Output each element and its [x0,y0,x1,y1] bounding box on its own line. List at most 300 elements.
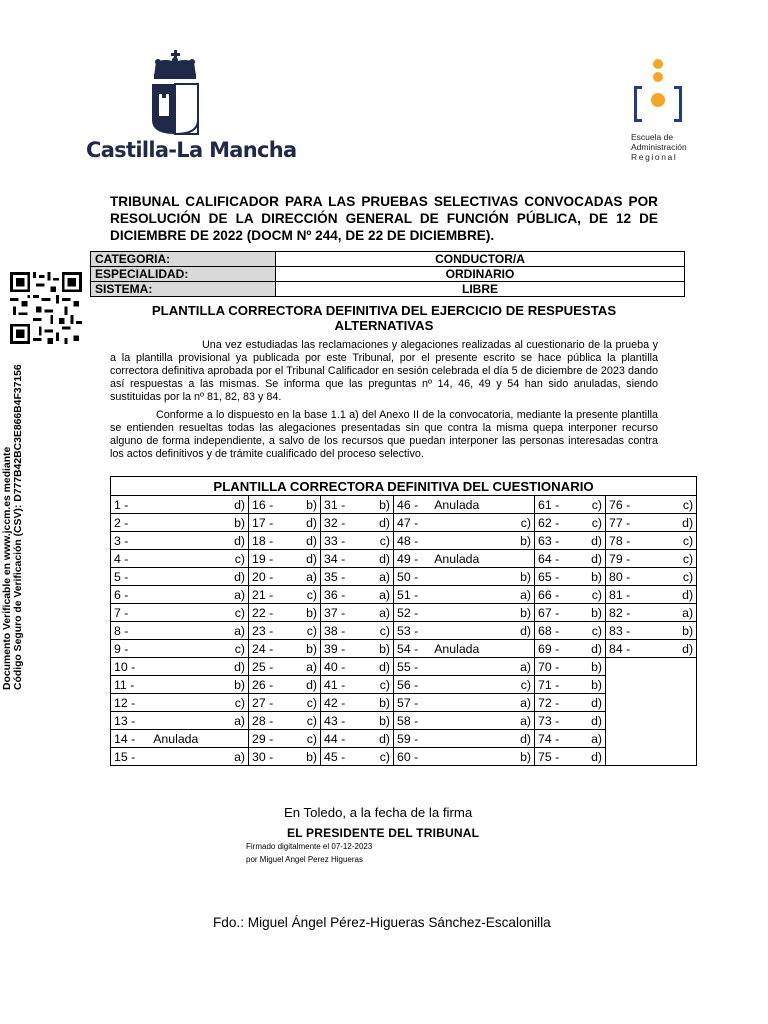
answer-value: b) [520,605,531,620]
answer-value: b) [591,569,602,584]
answer-value: b) [520,533,531,548]
answer-value: c) [379,677,390,692]
answer-value: d) [234,497,245,512]
answer-cell [321,586,394,604]
answer-cell [111,604,249,622]
answer-cell [111,532,249,550]
question-number: 76 - [609,497,631,512]
question-number: 35 - [324,569,346,584]
question-number: 64 - [538,551,560,566]
answer-cell [394,622,535,640]
question-number: 56 - [397,677,419,692]
answer-value: a) [306,569,317,584]
answer-cell [394,550,535,568]
answer-value: d) [591,641,602,656]
question-number: 1 - [114,497,129,512]
specialty-value: ORDINARIO [276,267,685,282]
question-number: 27 - [252,695,274,710]
question-number: 59 - [397,731,419,746]
specialty-label: ESPECIALIDAD: [91,267,276,282]
table-row [111,730,697,748]
answer-cell [321,604,394,622]
logo-text: Castilla-La Mancha [86,138,297,162]
question-number: 30 - [252,749,274,764]
answer-value: c) [682,569,694,584]
table-row [111,496,697,514]
answer-value: c) [306,587,317,602]
answer-value: d) [591,551,602,566]
answer-cell [321,568,394,586]
question-number: 13 - [114,713,136,728]
question-number: 50 - [397,569,419,584]
answer-value: c) [306,731,317,746]
answer-value: d) [234,659,245,674]
question-number: 48 - [397,533,419,548]
answer-cell [394,532,535,550]
empty-cell [606,730,697,748]
answer-value: a) [234,623,245,638]
question-number: 42 - [324,695,346,710]
answer-cell [394,730,535,748]
table-row [111,712,697,730]
answer-cell [535,550,606,568]
question-number: 26 - [252,677,274,692]
digital-signature-line: por Miguel Angel Perez Higueras [246,855,363,864]
question-number: 43 - [324,713,346,728]
answer-cell [111,586,249,604]
question-number: 41 - [324,677,346,692]
answer-value: d) [234,569,245,584]
answer-value: b) [520,569,531,584]
question-number: 60 - [397,749,419,764]
question-number: 72 - [538,695,560,710]
question-number: 73 - [538,713,560,728]
answer-value: a) [520,659,531,674]
question-number: 36 - [324,587,346,602]
castle-crest-icon [86,50,266,138]
table-row [111,604,697,622]
question-number: 51 - [397,587,419,602]
question-number: 82 - [609,605,631,620]
question-number: 7 - [114,605,129,620]
answer-cell [535,658,606,676]
empty-cell [606,712,697,730]
question-number: 83 - [609,623,631,638]
table-row [91,267,685,282]
question-number: 49 - [397,551,419,566]
logo-text-line: Escuela de [631,132,674,142]
answer-value: c) [591,497,602,512]
answer-value: d) [306,515,317,530]
answer-value: c) [306,713,317,728]
answer-cell [111,694,249,712]
logo-text-line: Regional [631,152,678,162]
answer-cell [111,712,249,730]
system-label: SISTEMA: [91,282,276,297]
answer-value: d) [379,551,390,566]
table-header-row [111,477,697,496]
answer-cell [535,676,606,694]
signer-name: Fdo.: Miguel Ángel Pérez-Higueras Sánchez-Escalonilla [213,915,551,930]
answer-value: c) [591,623,602,638]
answer-cell [249,514,321,532]
answer-cell [535,532,606,550]
answer-value: Anulada [434,641,480,656]
question-number: 6 - [114,587,129,602]
answer-cell [535,604,606,622]
answer-cell [111,640,249,658]
empty-cell [606,748,697,766]
answer-cell [111,514,249,532]
answer-cell [606,622,697,640]
answer-cell [249,658,321,676]
answer-cell [606,568,697,586]
system-value: LIBRE [276,282,685,297]
table-row [111,748,697,766]
answer-value: a) [520,713,531,728]
answer-value: a) [379,569,390,584]
answer-value: b) [682,623,694,638]
table-row [111,550,697,568]
answer-cell [111,748,249,766]
ear-mark-icon [628,58,688,136]
question-number: 31 - [324,497,346,512]
answer-value: c) [234,605,245,620]
answer-cell [606,604,697,622]
answer-value: c) [306,623,317,638]
question-number: 57 - [397,695,419,710]
answer-cell [321,532,394,550]
answer-value: b) [379,695,390,710]
answer-cell [249,676,321,694]
answer-value: a) [234,713,245,728]
question-number: 47 - [397,515,419,530]
answer-cell [321,694,394,712]
answer-cell [394,712,535,730]
answer-cell [394,568,535,586]
answer-value: d) [520,623,531,638]
question-number: 40 - [324,659,346,674]
question-number: 15 - [114,749,136,764]
answer-cell [535,586,606,604]
document-title: TRIBUNAL CALIFICADOR PARA LAS PRUEBAS SELECTIVAS CONVOCADAS POR RESOLUCIÓN DE LA DIRECCIÓN GENERAL DE FUNCIÓN PÚBLICA, DE 12 DE DICIEMBRE DE 2022 (DOCM Nº 244, DE 22 DE DICIEMBRE). [110,194,658,243]
table-row [111,676,697,694]
answer-value: d) [591,749,602,764]
answer-value: b) [306,749,317,764]
table-row [111,658,697,676]
answer-value: d) [306,533,317,548]
answer-value: d) [306,677,317,692]
answer-value: a) [306,659,317,674]
question-number: 39 - [324,641,346,656]
subtitle-line: PLANTILLA CORRECTORA DEFINITIVA DEL EJERCICIO DE RESPUESTAS [151,303,617,318]
answer-cell [249,730,321,748]
answer-cell [321,712,394,730]
question-number: 55 - [397,659,419,674]
question-number: 52 - [397,605,419,620]
answer-cell [249,532,321,550]
answer-cell [321,496,394,514]
question-number: 17 - [252,515,274,530]
answer-cell [321,550,394,568]
question-number: 23 - [252,623,274,638]
question-number: 75 - [538,749,560,764]
answer-cell [249,712,321,730]
qr-code-icon [8,272,84,344]
question-number: 84 - [609,641,631,656]
answer-value: b) [591,677,602,692]
answer-value: b) [234,677,245,692]
answer-cell [535,748,606,766]
answer-value: b) [306,605,317,620]
question-number: 29 - [252,731,274,746]
answers-table [110,476,697,766]
subtitle-line: ALTERNATIVAS [334,318,434,333]
answer-value: c) [591,515,602,530]
answer-value: a) [234,749,245,764]
question-number: 37 - [324,605,346,620]
answer-value: c) [306,695,317,710]
question-number: 16 - [252,497,274,512]
answer-value: a) [234,587,245,602]
answer-value: d) [591,533,602,548]
answer-value: d) [234,533,245,548]
empty-cell [606,658,697,676]
question-number: 33 - [324,533,346,548]
answer-value: Anulada [153,731,199,746]
question-number: 54 - [397,641,419,656]
empty-cell [606,676,697,694]
question-number: 62 - [538,515,560,530]
answers-table-header: PLANTILLA CORRECTORA DEFINITIVA DEL CUESTIONARIO [111,477,697,496]
logo-text-line: Administración [631,142,687,152]
answer-value: c) [591,587,602,602]
answer-cell [535,622,606,640]
question-number: 5 - [114,569,129,584]
question-number: 66 - [538,587,560,602]
question-number: 25 - [252,659,274,674]
question-number: 2 - [114,515,129,530]
answer-value: a) [520,587,531,602]
answer-value: d) [520,731,531,746]
answer-value: d) [682,587,694,602]
question-number: 74 - [538,731,560,746]
answer-cell [321,622,394,640]
answer-cell [249,568,321,586]
answer-value: c) [379,623,390,638]
question-number: 8 - [114,623,129,638]
table-row [111,586,697,604]
answer-cell [249,604,321,622]
question-number: 44 - [324,731,346,746]
answer-value: d) [379,659,390,674]
question-number: 3 - [114,533,129,548]
question-number: 34 - [324,551,346,566]
answer-cell [321,730,394,748]
question-number: 63 - [538,533,560,548]
answer-cell [606,496,697,514]
answer-value: b) [234,515,245,530]
question-number: 9 - [114,641,129,656]
question-number: 12 - [114,695,136,710]
table-row [91,252,685,267]
answer-cell [394,514,535,532]
answer-cell [111,622,249,640]
answer-cell [249,640,321,658]
category-value: CONDUCTOR/A [276,252,685,267]
answer-cell [606,586,697,604]
table-row [111,694,697,712]
answer-value: c) [234,695,245,710]
answer-cell [394,694,535,712]
legal-paragraph: Conforme a lo dispuesto en la base 1.1 a) del Anexo II de la convocatoria, mediante la presente plantilla se entienden resueltas todas las alegaciones presentadas sin que contra la misma quepa interponer recurso alguno de forma independiente, a salvo de los recursos que puedan interponer las personas interesadas contra los actos definitivos y de trámite cualificado del proceso selectivo. [110,409,658,460]
answer-cell [535,640,606,658]
question-number: 38 - [324,623,346,638]
escuela-administracion-regional-logo [628,58,718,168]
answer-cell [394,676,535,694]
answer-cell [535,694,606,712]
question-number: 19 - [252,551,274,566]
question-number: 65 - [538,569,560,584]
question-number: 20 - [252,569,274,584]
question-number: 46 - [397,497,419,512]
table-row [111,514,697,532]
answer-cell [606,532,697,550]
answer-value: b) [379,497,390,512]
question-number: 4 - [114,551,129,566]
question-number: 79 - [609,551,631,566]
answer-cell [249,694,321,712]
answer-cell [111,730,249,748]
answer-value: Anulada [434,497,480,512]
answer-value: c) [234,551,245,566]
question-number: 11 - [114,677,135,692]
table-row [111,622,697,640]
question-number: 81 - [609,587,631,602]
place-date-text: En Toledo, a la fecha de la firma [284,805,473,820]
answer-cell [321,676,394,694]
answer-cell [535,514,606,532]
answer-cell [321,748,394,766]
question-number: 67 - [538,605,560,620]
question-number: 69 - [538,641,560,656]
section-subtitle [120,303,648,333]
answer-cell [321,514,394,532]
question-number: 14 - [114,731,136,746]
table-row [111,568,697,586]
question-number: 78 - [609,533,631,548]
answer-value: d) [591,713,602,728]
answer-cell [111,568,249,586]
table-row [111,640,697,658]
question-number: 24 - [252,641,274,656]
question-number: 22 - [252,605,274,620]
answer-value: c) [234,641,245,656]
answer-cell [394,658,535,676]
category-label: CATEGORIA: [91,252,276,267]
verification-text-line: Documento Verificable en www.jccm.es mediante [2,446,13,690]
answer-cell [321,658,394,676]
answer-cell [394,748,535,766]
question-number: 77 - [609,515,631,530]
answer-value: c) [520,677,531,692]
answer-value: c) [682,551,694,566]
answer-value: b) [591,659,602,674]
question-number: 21 - [252,587,274,602]
category-table [90,251,685,297]
answer-value: b) [379,713,390,728]
answer-value: b) [306,641,317,656]
answer-value: b) [591,605,602,620]
answer-cell [394,586,535,604]
answer-value: d) [682,515,694,530]
answer-cell [535,496,606,514]
csv-code-text: Código Seguro de Verificación (CSV): D777B42BC3E866B4F37156 [13,364,24,690]
answer-cell [249,496,321,514]
answer-cell [394,604,535,622]
question-number: 53 - [397,623,419,638]
answer-value: d) [682,641,694,656]
answer-value: b) [306,497,317,512]
answer-value: a) [379,587,390,602]
answer-cell [606,514,697,532]
answer-value: c) [520,515,531,530]
answer-cell [394,640,535,658]
question-number: 18 - [252,533,274,548]
answer-cell [111,550,249,568]
answer-cell [321,640,394,658]
question-number: 32 - [324,515,346,530]
answer-value: a) [379,605,390,620]
answer-value: c) [682,497,694,512]
question-number: 28 - [252,713,274,728]
answer-cell [111,496,249,514]
answer-cell [249,622,321,640]
answer-cell [111,676,249,694]
answer-value: b) [379,641,390,656]
digital-signature-line: Firmado digitalmente el 07-12-2023 [246,842,373,851]
table-row [91,282,685,297]
answer-value: d) [306,551,317,566]
answer-value: c) [682,533,694,548]
question-number: 45 - [324,749,346,764]
answer-value: d) [379,731,390,746]
table-row [111,532,697,550]
answer-value: c) [379,533,390,548]
question-number: 80 - [609,569,631,584]
intro-paragraph: Una vez estudiadas las reclamaciones y alegaciones realizadas al cuestionario de la prueba y a la plantilla provisional ya publicada por este Tribunal, por el presente escrito se hace pública la plantilla correctora definitiva aprobada por el Tribunal Calificador en sesión celebrada el día 5 de diciembre de 2023 dando así respuestas a las mismas. Se informa que las preguntas nº 14, 46, 49 y 54 han sido anuladas, siendo sustituidas por la nº 81, 82, 83 y 84. [110,339,658,403]
answer-cell [249,550,321,568]
answer-value: d) [379,515,390,530]
answer-value: a) [591,731,602,746]
answer-cell [535,568,606,586]
empty-cell [606,694,697,712]
answer-value: a) [520,695,531,710]
answer-cell [606,640,697,658]
question-number: 61 - [538,497,560,512]
question-number: 68 - [538,623,560,638]
answer-value: a) [682,605,694,620]
answer-cell [111,658,249,676]
answer-value: Anulada [434,551,480,566]
answer-value: b) [520,749,531,764]
answer-cell [606,550,697,568]
question-number: 58 - [397,713,419,728]
signer-title: EL PRESIDENTE DEL TRIBUNAL [287,826,480,840]
answer-value: c) [379,749,390,764]
question-number: 10 - [114,659,136,674]
castilla-la-mancha-logo [86,50,297,165]
